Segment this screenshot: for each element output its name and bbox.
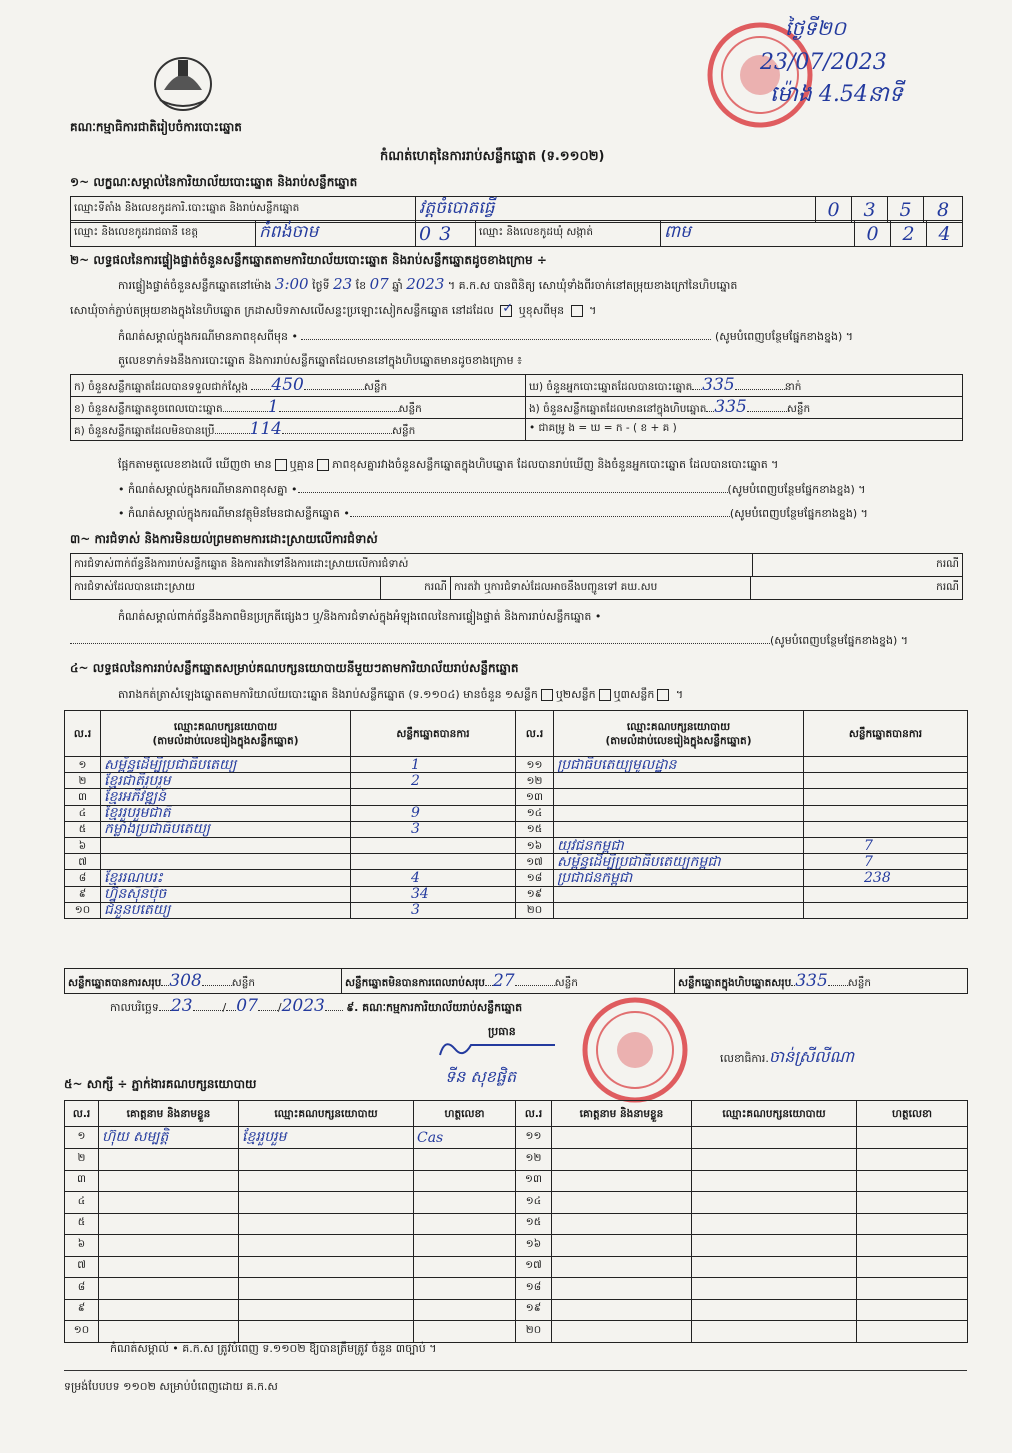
party-name: កម្លាំងប្រជាធិបតេយ្យ xyxy=(101,821,351,837)
party-votes: 238 xyxy=(804,870,968,886)
total-valid: សន្លឹកឆ្នោតបានការសរុប 308 សន្លឹក xyxy=(65,969,342,994)
witness-name xyxy=(99,1256,239,1278)
witness-no: ៩ xyxy=(65,1299,99,1321)
date-day: 23 xyxy=(170,996,193,1016)
irregularity-fill: (សូមបំពេញបន្ថែមផ្នែកខាងខ្នង) ។ xyxy=(770,634,909,647)
site-label: ឈ្មោះទីតាំង និងលេខកូដការិ.បោះឆ្នោត និងរាប់សន្លឹកឆ្នោត xyxy=(71,197,416,223)
party-name xyxy=(554,805,804,821)
witness-party xyxy=(692,1192,857,1214)
party-name xyxy=(101,837,351,853)
witness-no: ១៩ xyxy=(516,1299,552,1321)
tally-sheet-c: ឬ៣សន្លឹក xyxy=(613,688,655,701)
footnote: កំណត់សម្គាល់ • គ.ក.ស ត្រូវបំពេញ ទ.១១០២ ឱ្យបានត្រឹមត្រូវ ចំនួន ៣ច្បាប់ ។ xyxy=(110,1342,437,1355)
party-votes: 4 xyxy=(351,870,516,886)
secretary-label: លេខាធិការ. xyxy=(720,1052,769,1065)
party-name: សម្ព័ន្ធដើម្បីប្រជាធិបតេយ្យកម្ពុជា xyxy=(554,854,804,870)
diff-note-fill: (សូមបំពេញបន្ថែមផ្នែកខាងខ្នង) ។ xyxy=(714,330,854,343)
witness-party xyxy=(692,1256,857,1278)
witness-name xyxy=(99,1321,239,1343)
table-row xyxy=(65,821,968,837)
figure-e: ង) ចំនួនសន្លឹកឆ្នោតដែលមាននៅក្នុងហិបឆ្នោត 335 សន្លឹក xyxy=(526,397,963,419)
witness-name xyxy=(552,1127,692,1149)
witness-name xyxy=(99,1213,239,1235)
table-row xyxy=(65,1170,968,1192)
objection-resolved-label: ការជំទាស់ដែលបានដោះស្រាយ xyxy=(71,577,381,600)
table-row xyxy=(65,870,968,886)
one-sheet-checkbox[interactable] xyxy=(541,689,553,701)
party-votes: 3 xyxy=(351,902,516,918)
party-name: សម្ព័ន្ធដើម្បីប្រជាធិបតេយ្យ xyxy=(101,757,351,773)
party-name: ប្រជាធិបតេយ្យមូលដ្ឋាន xyxy=(554,757,804,773)
witness-no: ៨ xyxy=(65,1278,99,1300)
chair-signature-icon xyxy=(435,1035,565,1065)
party-votes xyxy=(804,886,968,902)
figure-b: ខ) ចំនួនសន្លឹកឆ្នោតខូចពេលបោះឆ្នោត 1 សន្លឹក xyxy=(71,397,526,419)
party-no: ៨ xyxy=(65,870,101,886)
w-col-name-left: គោត្តនាម និងនាមខ្លួន xyxy=(99,1101,239,1127)
changed-text: ឬខុសពីមុន xyxy=(518,304,565,317)
party-votes xyxy=(804,902,968,918)
witness-party xyxy=(692,1321,857,1343)
witness-no: ២ xyxy=(65,1149,99,1171)
bullet2-line xyxy=(118,507,868,520)
same-checkbox[interactable]: ✓ xyxy=(502,301,514,316)
seal-text: សោឃុំចាក់ភ្ជាប់តម្រុយខាងក្នុងនៃហិបឆ្នោត ក្រដាសបិទភាសលើសន្ទះប្រឡោះសៀកសន្លឹកឆ្នោត នៅដដែល xyxy=(70,304,494,317)
figures-intro: តួលេខទាក់ទងនឹងការបោះឆ្នោត និងការរាប់សន្លឹកឆ្នោតដែលមាននៅក្នុងហិបឆ្នោតមានដូចខាងក្រោម ៖ xyxy=(118,354,522,367)
table-row xyxy=(65,805,968,821)
witness-name xyxy=(99,1170,239,1192)
table-row xyxy=(65,757,968,773)
changed-checkbox[interactable] xyxy=(571,305,583,317)
party-no: ៩ xyxy=(65,886,101,902)
party-votes: 7 xyxy=(804,837,968,853)
site-code-3: 5 xyxy=(888,197,924,223)
compare-line xyxy=(118,458,778,471)
witness-signature xyxy=(414,1213,516,1235)
results-table xyxy=(64,710,968,919)
witness-signature xyxy=(414,1170,516,1192)
figure-a: ក) ចំនួនសន្លឹកឆ្នោតដែលបានទទួលជាក់ស្ដែង 450 សន្លឹក xyxy=(71,375,526,397)
verify-text-e: ។ គ.ក.ស បានពិនិត្យ សោឃុំទាំងពីរចាក់នៅតម្រុយខាងក្រៅនៃហិបឆ្នោត xyxy=(447,279,738,292)
witness-party xyxy=(239,1235,414,1257)
witness-signature xyxy=(414,1235,516,1257)
org-name: គណៈកម្មាធិការជាតិរៀបចំការបោះឆ្នោត xyxy=(70,120,242,134)
witness-no: ៦ xyxy=(65,1235,99,1257)
objection-forward-label: ការតវ៉ា ឬការជំទាស់ដែលអាចនឹងបញ្ជូនទៅ គឃ.សប xyxy=(451,577,751,600)
objections-table xyxy=(70,553,963,577)
party-name xyxy=(554,902,804,918)
verify-text-b: ថ្ងៃទី xyxy=(312,279,330,292)
verify-text-a: ការផ្ទៀងផ្ទាត់ចំនួនសន្លឹកឆ្នោតនៅម៉ោង xyxy=(118,279,272,292)
party-no: ១២ xyxy=(516,773,554,789)
date-line: កាលបរិច្ឆេទ 23 / 07 /2023 ៩. គណៈកម្មការការិយាល័យរាប់សន្លឹកឆ្នោត xyxy=(110,996,523,1016)
col-no-left: ល.រ xyxy=(65,711,101,757)
footer-text: ទម្រង់បែបបទ ១១០២ សម្រាប់បំពេញដោយ គ.ក.ស xyxy=(64,1380,278,1393)
table-row xyxy=(65,1149,968,1171)
witness-signature xyxy=(414,1278,516,1300)
two-sheet-checkbox[interactable] xyxy=(599,689,611,701)
witness-name xyxy=(552,1278,692,1300)
footer-divider xyxy=(64,1370,967,1371)
witness-party xyxy=(692,1235,857,1257)
date-month: 07 xyxy=(236,996,258,1016)
commune-label: ឈ្មោះ និងលេខកូដឃុំ សង្កាត់ xyxy=(476,221,661,247)
witness-no: ៥ xyxy=(65,1213,99,1235)
party-name xyxy=(554,821,804,837)
table-row xyxy=(65,1127,968,1149)
party-no: ១ xyxy=(65,757,101,773)
objection-total-case: ករណី xyxy=(753,554,963,577)
col-no-right: ល.រ xyxy=(516,711,554,757)
witness-no: ១៣ xyxy=(516,1170,552,1192)
party-no: ១៨ xyxy=(516,870,554,886)
no-diff-checkbox[interactable] xyxy=(317,459,329,471)
commune-value: ពាម xyxy=(661,221,855,247)
party-votes: 2 xyxy=(351,773,516,789)
committee-label: ៩. គណៈកម្មការការិយាល័យរាប់សន្លឹកឆ្នោត xyxy=(346,1001,523,1014)
witness-signature xyxy=(857,1299,968,1321)
witness-party xyxy=(239,1213,414,1235)
w-col-no-left: ល.រ xyxy=(65,1101,99,1127)
party-votes xyxy=(804,805,968,821)
section2-heading: ២~ លទ្ធផលនៃការផ្ទៀងផ្ទាត់ចំនួនសន្លឹកឆ្នោតតាមការិយាល័យបោះឆ្នោត និងរាប់សន្លឹកឆ្នោតដូចខាងក្រោម ÷ xyxy=(70,253,547,267)
stamp-note-1: ថ្ងៃទី២០ xyxy=(785,16,847,40)
witness-signature xyxy=(857,1170,968,1192)
table-row xyxy=(65,1235,968,1257)
col-votes-right: សន្លឹកឆ្នោតបានការ xyxy=(804,711,968,757)
table-row xyxy=(65,773,968,789)
bullet1-label: • កំណត់សម្គាល់ក្នុងករណីមានភាពខុសគ្នា • xyxy=(118,483,298,496)
witness-signature xyxy=(857,1127,968,1149)
table-row xyxy=(65,1278,968,1300)
witness-no: ១៧ xyxy=(516,1256,552,1278)
w-col-party-left: ឈ្មោះគណបក្សនយោបាយ xyxy=(239,1101,414,1127)
party-votes: 7 xyxy=(804,854,968,870)
table-row xyxy=(65,854,968,870)
commune-code-2: 2 xyxy=(891,221,927,247)
witness-name xyxy=(99,1278,239,1300)
party-name: ខ្មែររណបរះ xyxy=(101,870,351,886)
stamp-note-time: ម៉ោង 4.54នាទី xyxy=(770,82,903,107)
party-no: ៤ xyxy=(65,805,101,821)
section1-table xyxy=(70,196,963,223)
diff-note-label: កំណត់សម្គាល់ក្នុងករណីមានភាពខុសពីមុន • xyxy=(118,330,298,343)
witness-no: ១០ xyxy=(65,1321,99,1343)
witness-name xyxy=(99,1299,239,1321)
witness-party xyxy=(239,1321,414,1343)
party-votes: 1 xyxy=(351,757,516,773)
witness-party xyxy=(239,1256,414,1278)
compare-text-c: ភាពខុសគ្នារវាងចំនួនសន្លឹកឆ្នោតក្នុងហិបឆ្នោត ដែលបានរាប់ឃើញ និងចំនួនអ្នកបោះឆ្នោត ដែលបានបោះឆ្នោត ។ xyxy=(332,458,779,471)
witness-name xyxy=(552,1235,692,1257)
witness-no: ១៤ xyxy=(516,1192,552,1214)
witness-signature: Cas xyxy=(414,1127,516,1149)
witness-signature xyxy=(414,1256,516,1278)
tally-sheet-b: ឬ២សន្លឹក xyxy=(555,688,596,701)
witness-party xyxy=(239,1149,414,1171)
party-no: ៧ xyxy=(65,854,101,870)
compare-text-b: ឬគ្មាន xyxy=(289,458,315,471)
party-no: ១១ xyxy=(516,757,554,773)
party-votes xyxy=(804,773,968,789)
date-year: 2023 xyxy=(281,996,325,1016)
verify-year: 2023 xyxy=(406,275,445,293)
objection-total-label: ការជំទាស់ពាក់ព័ន្ធនឹងការរាប់សន្លឹកឆ្នោត និងការតវ៉ាទៅនឹងការដោះស្រាយលើការជំទាស់ xyxy=(71,554,753,577)
party-no: ១០ xyxy=(65,902,101,918)
witness-signature xyxy=(857,1192,968,1214)
tally-sheet-text: តារាងកត់ត្រាសំឡេងឆ្នោតតាមការិយាល័យបោះឆ្នោត និងរាប់សន្លឹកឆ្នោត (ទ.១១០៤) មានចំនួន ១សន្លឹក xyxy=(118,688,538,701)
verify-time: 3:00 xyxy=(274,275,309,293)
witness-no: ២០ xyxy=(516,1321,552,1343)
witness-signature xyxy=(414,1299,516,1321)
witness-party xyxy=(692,1127,857,1149)
party-no: ២ xyxy=(65,773,101,789)
stamp-note-date: 23/07/2023 xyxy=(760,50,887,75)
witness-name xyxy=(552,1149,692,1171)
witness-name xyxy=(99,1235,239,1257)
irregularity-note: កំណត់សម្គាល់ពាក់ព័ន្ធនឹងភាពមិនប្រក្រតីផ្សេងៗ ឬ/និងការជំទាស់ក្នុងអំឡុងពេលនៃការផ្ទៀងផ្ទាត់ និងការរាប់សន្លឹកឆ្នោត • xyxy=(118,610,602,623)
witness-party xyxy=(239,1278,414,1300)
total-box: សន្លឹកឆ្នោតក្នុងហិបឆ្នោតសរុប 335 សន្លឹក xyxy=(675,969,968,994)
table-row xyxy=(65,886,968,902)
witness-no: ១១ xyxy=(516,1127,552,1149)
figure-formula: • ជាគម្រូ ង = ឃ = ក - ( ខ + គ ) xyxy=(526,419,963,441)
witness-party xyxy=(239,1299,414,1321)
three-sheet-checkbox[interactable] xyxy=(657,689,669,701)
verify-day: 23 xyxy=(333,275,353,293)
witness-signature xyxy=(857,1256,968,1278)
witness-signature xyxy=(414,1321,516,1343)
party-votes xyxy=(351,854,516,870)
witness-signature xyxy=(857,1213,968,1235)
col-party-right: ឈ្មោះគណបក្សនយោបាយ (តាមលំដាប់លេខរៀងក្នុងសន្លឹកឆ្នោត) xyxy=(554,711,804,757)
witness-party xyxy=(692,1170,857,1192)
witness-no: ៧ xyxy=(65,1256,99,1278)
party-votes xyxy=(351,789,516,805)
chair-label: ប្រធាន xyxy=(488,1025,516,1038)
witness-signature xyxy=(857,1321,968,1343)
witness-party xyxy=(239,1192,414,1214)
commune-code-1: 0 xyxy=(855,221,891,247)
section4-heading: ៤~ លទ្ធផលនៃការរាប់សន្លឹកឆ្នោតសម្រាប់គណបក្សនយោបាយនីមួយៗតាមការិយាល័យរាប់សន្លឹកឆ្នោត xyxy=(70,661,519,675)
witness-name xyxy=(552,1321,692,1343)
diff-note-line xyxy=(118,330,853,343)
witness-no: ១៨ xyxy=(516,1278,552,1300)
province-label: ឈ្មោះ និងលេខកូដរាជធានី ខេត្ត xyxy=(71,221,256,247)
w-col-sign-left: ហត្ថលេខា xyxy=(414,1101,516,1127)
party-name: ខ្មែររួបរួមជាតិ xyxy=(101,805,351,821)
w-col-sign-right: ហត្ថលេខា xyxy=(857,1101,968,1127)
witness-table xyxy=(64,1100,968,1343)
party-no: ១៣ xyxy=(516,789,554,805)
witness-signature xyxy=(857,1235,968,1257)
witness-name xyxy=(552,1213,692,1235)
table-row xyxy=(65,1321,968,1343)
witness-party xyxy=(239,1170,414,1192)
party-votes: 9 xyxy=(351,805,516,821)
party-name xyxy=(554,886,804,902)
date-label: កាលបរិច្ឆេទ xyxy=(110,1001,159,1014)
objection-forward-case: ករណី xyxy=(751,577,963,600)
party-no: ១៧ xyxy=(516,854,554,870)
witness-name xyxy=(552,1192,692,1214)
secretary-line xyxy=(720,1047,855,1066)
section1-heading: ១~ លក្ខណៈសម្គាល់នៃការិយាល័យបោះឆ្នោត និងរាប់សន្លឹកឆ្នោត xyxy=(70,175,358,189)
party-no: ១៩ xyxy=(516,886,554,902)
party-no: ៥ xyxy=(65,821,101,837)
witness-party xyxy=(692,1299,857,1321)
witness-no: ៣ xyxy=(65,1170,99,1192)
witness-name xyxy=(552,1170,692,1192)
party-no: ១៤ xyxy=(516,805,554,821)
witness-no: ១ xyxy=(65,1127,99,1149)
has-diff-checkbox[interactable] xyxy=(275,459,287,471)
witness-party: ខ្មែររួបរួម xyxy=(239,1127,414,1149)
verify-text-c: ខែ xyxy=(355,279,367,292)
witness-no: ១២ xyxy=(516,1149,552,1171)
table-row xyxy=(65,1299,968,1321)
verify-line xyxy=(118,275,738,293)
site-value: វត្តចំបោតធ្វើ xyxy=(419,198,495,218)
table-row xyxy=(65,837,968,853)
witness-name: ហ៊ុយ សម្បត្តិ xyxy=(99,1127,239,1149)
figure-c: គ) ចំនួនសន្លឹកឆ្នោតដែលមិនបានប្រើ 114 សន្លឹក xyxy=(71,419,526,441)
party-name: ប្រជាជនកម្ពុជា xyxy=(554,870,804,886)
objections-table-row2 xyxy=(70,576,963,600)
province-code: 03 xyxy=(416,221,476,247)
verify-text-d: ឆ្នាំ xyxy=(392,279,403,292)
commune-code-3: 4 xyxy=(927,221,963,247)
party-name: ជំនួនបតេយ្យ xyxy=(101,902,351,918)
tally-sheet-line: តារាងកត់ត្រាសំឡេងឆ្នោតតាមការិយាល័យបោះឆ្នោត និងរាប់សន្លឹកឆ្នោត (ទ.១១០៤) មានចំនួន ១សន្លឹក ឬ២សន្លឹក ឬ៣សន្លឹក ។ xyxy=(118,688,684,701)
table-row xyxy=(65,1192,968,1214)
witness-name xyxy=(99,1149,239,1171)
verify-month: 07 xyxy=(369,275,389,293)
witness-no: ១៥ xyxy=(516,1213,552,1235)
table-row xyxy=(65,1256,968,1278)
bullet1-line xyxy=(118,483,866,496)
w-col-no-right: ល.រ xyxy=(516,1101,552,1127)
table-row xyxy=(65,789,968,805)
witness-no: ១៦ xyxy=(516,1235,552,1257)
table-row xyxy=(65,902,968,918)
party-name xyxy=(554,789,804,805)
party-name: យុវជនកម្ពុជា xyxy=(554,837,804,853)
chair-name: ទីន សុខផ្លិត xyxy=(445,1067,517,1086)
witness-signature xyxy=(414,1192,516,1214)
party-name: ហ្វ៊ុនស៊ិនប៉ិច xyxy=(101,886,351,902)
party-name: ខ្មែរជាតិរួបរួម xyxy=(101,773,351,789)
party-votes: 3 xyxy=(351,821,516,837)
witness-signature xyxy=(414,1149,516,1171)
national-emblem-icon xyxy=(150,50,216,114)
section3-heading: ៣~ ការជំទាស់ និងការមិនយល់ព្រមតាមការដោះស្រាយលើការជំទាស់ xyxy=(70,532,378,546)
party-name: ខ្មែរអភិវឌ្ឍន៍ xyxy=(101,789,351,805)
w-col-name-right: គោត្តនាម និងនាមខ្លួន xyxy=(552,1101,692,1127)
section5-heading: ៥~ សាក្សី ÷ ភ្នាក់ងារគណបក្សនយោបាយ xyxy=(64,1077,257,1091)
committee-stamp-icon xyxy=(575,995,695,1105)
total-invalid: សន្លឹកឆ្នោតមិនបានការពេលរាប់សរុប 27 សន្លឹក xyxy=(342,969,675,994)
party-no: ១៦ xyxy=(516,837,554,853)
witness-no: ៤ xyxy=(65,1192,99,1214)
figure-d: ឃ) ចំនួនអ្នកបោះឆ្នោតដែលបានបោះឆ្នោត 335 នាក់ xyxy=(526,375,963,397)
irregularity-fill-line xyxy=(70,634,908,647)
party-votes: 34 xyxy=(351,886,516,902)
party-votes xyxy=(804,757,968,773)
col-party-left: ឈ្មោះគណបក្សនយោបាយ (តាមលំដាប់លេខរៀងក្នុងសន្លឹកឆ្នោត) xyxy=(101,711,351,757)
secretary-name: ចាន់ស្រីលីណា xyxy=(768,1047,855,1066)
compare-text: ផ្អែកតាមតួលេខខាងលើ ឃើញថា មាន xyxy=(118,458,272,471)
site-code-1: 0 xyxy=(816,197,852,223)
form-title: កំណត់ហេតុនៃការរាប់សន្លឹកឆ្នោត (ទ.១១០២) xyxy=(380,149,605,164)
party-no: ៣ xyxy=(65,789,101,805)
site-code-2: 3 xyxy=(852,197,888,223)
province-value: កំពង់ចាម xyxy=(256,221,416,247)
bullet2-fill: (សូមបំពេញបន្ថែមផ្នែកខាងខ្នង) ។ xyxy=(729,507,868,520)
seal-line: សោឃុំចាក់ភ្ជាប់តម្រុយខាងក្នុងនៃហិបឆ្នោត ក្រដាសបិទភាសលើសន្ទះប្រឡោះសៀកសន្លឹកឆ្នោត នៅដដែល ✓ ឬខុសពីមុន ។ xyxy=(70,301,597,317)
witness-party xyxy=(692,1213,857,1235)
witness-name xyxy=(552,1256,692,1278)
party-votes xyxy=(351,837,516,853)
party-no: ១៥ xyxy=(516,821,554,837)
section1-table-row2 xyxy=(70,220,963,247)
party-name xyxy=(554,773,804,789)
party-name xyxy=(101,854,351,870)
witness-party xyxy=(692,1149,857,1171)
table-row xyxy=(65,1213,968,1235)
w-col-party-right: ឈ្មោះគណបក្សនយោបាយ xyxy=(692,1101,857,1127)
party-votes xyxy=(804,821,968,837)
party-no: ៦ xyxy=(65,837,101,853)
site-code-4: 8 xyxy=(924,197,963,223)
bullet1-fill: (សូមបំពេញបន្ថែមផ្នែកខាងខ្នង) ។ xyxy=(727,483,866,496)
party-no: ២០ xyxy=(516,902,554,918)
witness-name xyxy=(99,1192,239,1214)
witness-signature xyxy=(857,1278,968,1300)
witness-party xyxy=(692,1278,857,1300)
bullet2-label: • កំណត់សម្គាល់ក្នុងករណីមានវត្ថុមិនមែនជាសន្លឹកឆ្នោត • xyxy=(118,507,350,520)
figures-table xyxy=(70,374,963,441)
col-votes-left: សន្លឹកឆ្នោតបានការ xyxy=(351,711,516,757)
witness-name xyxy=(552,1299,692,1321)
witness-signature xyxy=(857,1149,968,1171)
party-votes xyxy=(804,789,968,805)
totals-row xyxy=(64,968,968,994)
objection-resolved-case: ករណី xyxy=(381,577,451,600)
